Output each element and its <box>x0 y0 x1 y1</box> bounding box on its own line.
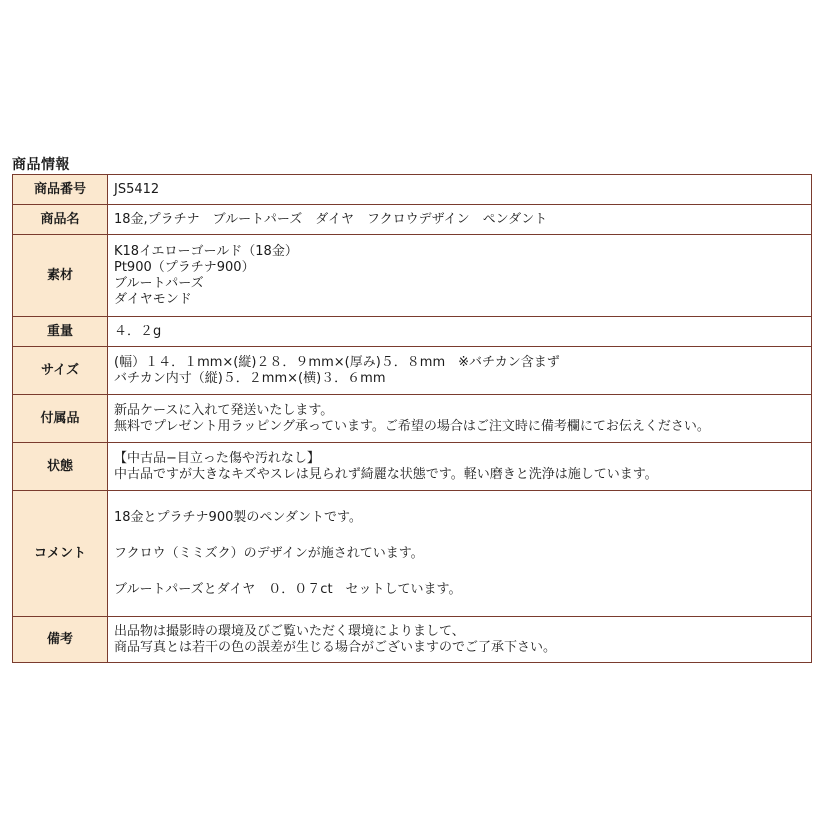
row-value-product-number <box>108 175 812 205</box>
row-value-size <box>108 347 812 395</box>
row-value-notes <box>108 617 812 663</box>
row-label-condition: 状態 <box>13 443 108 491</box>
row-label-size: サイズ <box>13 347 108 395</box>
row-label-material: 素材 <box>13 235 108 317</box>
row-label-weight: 重量 <box>13 317 108 347</box>
row-label-notes: 備考 <box>13 617 108 663</box>
value-line: ブルートパーズ <box>114 275 204 291</box>
line-gap <box>114 562 811 582</box>
table-row <box>13 617 812 663</box>
table-row <box>13 347 812 395</box>
value-line: Pt900（プラチナ900） <box>114 259 255 275</box>
row-value-material <box>108 235 812 317</box>
section-title: 商品情報 <box>12 157 70 173</box>
value-line: ４．２g <box>114 323 162 339</box>
row-label-product-number: 商品番号 <box>13 175 108 205</box>
row-value-accessories <box>108 395 812 443</box>
value-line: 商品写真とは若干の色の誤差が生じる場合がございますのでご了承下さい。 <box>114 639 557 655</box>
value-line: 18金,プラチナ ブルートパーズ ダイヤ フクロウデザイン ペンダント <box>114 211 548 227</box>
value-line: 出品物は撮影時の環境及びご覧いただく環境によりまして、 <box>114 623 465 639</box>
row-value-condition <box>108 443 812 491</box>
table-row <box>13 443 812 491</box>
row-label-comment: コメント <box>13 491 108 617</box>
value-line: フクロウ（ミミズク）のデザインが施されています。 <box>114 545 424 561</box>
value-line: JS5412 <box>114 181 160 197</box>
table-row <box>13 395 812 443</box>
value-line: 【中古品−目立った傷や汚れなし】 <box>114 450 320 466</box>
table-row <box>13 235 812 317</box>
row-value-comment <box>108 491 812 617</box>
row-value-weight <box>108 317 812 347</box>
value-line: K18イエローゴールド（18金） <box>114 243 298 259</box>
value-line: ブルートパーズとダイヤ ０．０７ct セットしています。 <box>114 581 462 597</box>
table-row <box>13 317 812 347</box>
product-info-table <box>12 174 812 663</box>
table-row <box>13 205 812 235</box>
value-line: 中古品ですが大きなキズやスレは見られず綺麗な状態です。軽い磨きと洗浄は施しています。 <box>114 466 658 482</box>
row-label-product-name: 商品名 <box>13 205 108 235</box>
value-line: 新品ケースに入れて発送いたします。 <box>114 402 334 418</box>
value-line: (幅）１４．１mm×(縦)２８．９mm×(厚み)５．８mm ※バチカン含まず <box>114 354 560 370</box>
row-value-product-name <box>108 205 812 235</box>
table-row <box>13 491 812 617</box>
value-line: 無料でプレゼント用ラッピング承っています。ご希望の場合はご注文時に備考欄にてお伝えください。 <box>114 418 710 434</box>
value-line: 18金とプラチナ900製のペンダントです。 <box>114 509 362 525</box>
table-row <box>13 175 812 205</box>
value-line: ダイヤモンド <box>114 291 192 307</box>
value-line: バチカン内寸（縦)５．２mm×(横)３．６mm <box>114 370 386 386</box>
line-gap <box>114 526 811 546</box>
row-label-accessories: 付属品 <box>13 395 108 443</box>
